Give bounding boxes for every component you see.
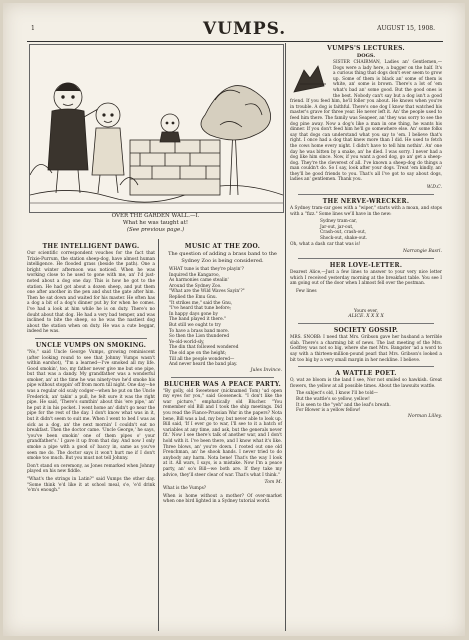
- poem-line: Inquired the Kangaroo,: [169, 272, 220, 278]
- poem-line: Replied the Emu Gnu.: [169, 294, 218, 300]
- blucher-signature: Tom M.: [264, 480, 282, 486]
- separator: [171, 377, 274, 378]
- page-number: 1: [31, 25, 35, 32]
- issue-date: AUGUST 15, 1908.: [377, 25, 435, 32]
- poem-line: To have a brass band more.: [169, 328, 230, 334]
- illustration-caption: [29, 213, 282, 234]
- article-body-nerve: A Sydney tram-car goes with a "wiper," starts with a moan, and stops with a "fizz." Some lines we'll have in the new:: [290, 206, 442, 217]
- article-body-blucher: "By golly, old Sweetener (nicknamed Tom) 'ud open my eyes for you," said Gooseneck. "I don't like the war picture," emphatically old Blucher. "You remember old Bill and I took the ship meetings. Did you read the Fiance-Prussian War in the papers? Nota bene, Bill was a lad, my boy, but never able to look up. Bill said, 'If I ever go to war, I'll see to it a batch of variables at any time, and ask, but the generals never fit.' Now I see there's talk of another war, and I don't hold with it. I've been there, and I know what it's like. Three blows, an' you're down. I rooted out one old Frenchman, an' he shook hands. I never tried to do anybody any harm. Nota bene! That's the way I look at it. All wars, I says, is a mistake. Now I'm a peace party, an' so's Bill—we both are. If they take my advice, they'll steer clear of war. That's what I think.": [163, 388, 282, 478]
- poem-line: The old ape on the height;: [169, 350, 227, 356]
- poem-line: The din that followed wondered: [169, 345, 239, 351]
- poem-line: So then the Lion thundered: [169, 334, 230, 340]
- poem-line: Till all the people wondered—: [169, 356, 235, 362]
- poem-line: And never heard the band play.: [169, 362, 238, 368]
- article-title-uncle: UNCLE VUMPS ON SMOKING.: [35, 341, 147, 349]
- poem-line: As harmonies came stealin': [169, 278, 229, 284]
- article-body-gossip: MRS. SNOBB: I need that Mrs. Gribson gave her husband a terrible slab. There's a charming bit of news. The last meeting of the Mrs. Godfrey was not so big, where she met Mrs. Bangster 'ad a word to say with a thirteen-million-pound pearl that Mrs. Gribson's looked a bit too big by a very small margin in her neckline. I believe.: [290, 335, 442, 363]
- newspaper-page: [3, 3, 465, 636]
- poem-line: Around the Sydney Zoo.: [169, 283, 222, 289]
- zoo-signature: Jules Invince.: [250, 367, 282, 373]
- poem-line: In happy days gone by: [169, 311, 218, 317]
- poem-line: The subject's old, I know I'll be told—: [296, 391, 378, 397]
- tail-text: What is the Vumps?: [163, 486, 207, 492]
- separator: [298, 323, 434, 324]
- nerve-after: Oh, what a dash car that was is!: [290, 241, 361, 247]
- uncle-tail: "What's the strings in Latin?" said Vumps the other day. "Some think 'e'd like it at school meal, s'e, 'e'd drink 'e'm's enough.": [27, 476, 155, 494]
- love-signature: ALICE. X X X X: [348, 314, 384, 320]
- article-body-lectures: SISTER CHAIRMAN, Ladies an' Gentlemen,—Dogs were a lady here, a bugger on the half. It's a curious thing that dogs don't ever seem to grow up. Some of them is black an' some of them is white, an' some is brown. There's a lot of 'em what's bad an' some good. But the good ones is the best. Nobody can't say but a dog isn't a good friend. If you feed him, he'll foller you about. He knows when you're in trouble. A dog is faithful. There's one dog I know that watched his master's grave for three year. He never left it. An' the people used to feed him there. The family was Seapeer, an' they was sorry to see the dog pine away. Now a dog's like a man in one thing, he wants his dinner. If you don't feed him he'll go somewhere else. An' some folks say that dogs can understand what you say to 'em. I believe that's right. I once had a dog that knew more than I did. He used to fetch the cows home every night. I didn't have to tell him nothin'. An' one day he was bitten by a snake, an' he died. I was sorry. I never had a dog like him since. Now, if you want a good dog, go an' get a sheep-dog. They're the cleverest of all. I've known a sheep-dog do things a man couldn't do. So I say, look after your dogs. Treat 'em kindly, an' they'll be good friends to you. That's all I've got to say about dogs, ladies an' gentlemen. Thank you.: [290, 60, 442, 183]
- poem-line: "I've heard that tune before;: [169, 306, 232, 312]
- article-title-zoo: MUSIC AT THE ZOO.: [184, 243, 261, 250]
- zoo-poem: [163, 267, 282, 368]
- article-body-love: Dearest Alice,—Just a few lines to answer to your very nice letter which I received yesterday morning at the breakfast table. You see I am going out of the door when I almost fell over the postman.: [290, 270, 442, 287]
- poem-line: For Blower is a yellow fellow!: [296, 408, 361, 414]
- separator: [298, 194, 434, 195]
- article-body-uncle: "No," said Uncle George Vumps, growing reminiscent (after looking round to see that Johnny Vumps wasn't within earshot), "I'm a learned—I've smoked all my life. Good smokin', too, my father never give me but one pipe, but that was a dandy. My grandfather was a wonderful smoker, an' at the time he was ninety-two he'd smoke his pipe without stoppin' off from morn till night. One day—he was a regular old scaly codger—when he put on the Uncle Frederick, an' takin' a pull, he felt sure it was the right pipe. He said, 'There's sumthin' about this 'ere pipe,' an' he put it in his pocket. I went home an' didn't go near the pipe for the rest of the day. I don't know what was in it, but it didn't seem to suit me. When I went to bed I was as sick as a dog, an' the next mornin' I couldn't eat no breakfast. Then the doctor came. 'Uncle George,' he says, 'you've been smokin' one of them pipes o' your grandfather's.' I gave it up from that day. And now I only smoke a pipe with a good ol' baccy in, same as you've seen me do. The doctor says it won't hurt me if I don't smoke too much. But you must not tell Johnny.: [27, 349, 155, 462]
- poem-line: But the wattle's so yellow, yellow!: [296, 396, 370, 402]
- caption-note: (See previous page.): [126, 227, 185, 233]
- caption-subtitle: What he was taught at!: [122, 220, 189, 226]
- poem-line: WHAT tune is that they're playin'?: [169, 267, 244, 272]
- right-column: [290, 45, 442, 420]
- poem-line: It is seen to the "yeh" and the leaf's breath.: [296, 402, 391, 408]
- column-divider-right: [285, 43, 286, 631]
- love-closing: Yours ever,: [354, 308, 378, 314]
- garden-wall-drawing: [30, 45, 283, 212]
- separator: [298, 258, 434, 259]
- page-title: VUMPS.: [203, 19, 287, 39]
- header-rule: [27, 41, 443, 42]
- wattle-signature: Norman Lilley.: [407, 413, 442, 419]
- lectures-signature: W.D.C.: [426, 185, 442, 191]
- nerve-lines: [290, 219, 442, 241]
- poem-line: The band played it there.": [169, 317, 226, 323]
- poem-line: Sydney tram-car,: [320, 219, 358, 225]
- masthead: [3, 19, 465, 39]
- article-title-lectures: VUMPS'S LECTURES.: [327, 45, 405, 52]
- separator: [35, 338, 147, 339]
- article-body-dawg: Our scientific correspondent vouches for the fact that Trixie-Purrum, the station sheep-dog, have almost human intelligence. He flooded grass (beside the path). One a bright winter afternoon was noticed. When he was working close to he used to gone with me, an' I'd just-noted about a dog one day. This is how he got to the station. He had got about a dozen sheep, and put them one after another in the pen and shut the gate after him. Then he sat down and waited for his master. He often has a dog a bit of a dog's dinner put by for when he comes. I've had a look at him while he is on duty. There's no doubt about that dog. He had a very bad temper, and was inclined to bite the sheep, so he was the nastiest dog about the station when on duty. He was a cute beggar, indeed he was.: [27, 251, 155, 335]
- cartoon-illustration: [29, 44, 284, 213]
- article-title-dawg: THE INTELLIGENT DAWG.: [42, 243, 140, 250]
- johnny-ending: Don't stand on ceremony, as Jones remarked when Johnny played on his new fiddle.: [27, 463, 155, 475]
- left-column: [27, 243, 155, 496]
- middle-column: [163, 243, 282, 507]
- wattle-lines: [290, 391, 442, 413]
- poem-line: Jar-out, jar-out,: [320, 224, 354, 230]
- poem-line: Crash-out, crash-out,: [320, 230, 367, 236]
- zoo-intro: The question of adding a brass band to the Sydney Zoo is being considered.: [168, 251, 277, 264]
- poem-line: "It strikes me," said the Gnu,: [169, 300, 233, 306]
- column-divider-left: [158, 239, 159, 631]
- nerve-signature: Narrangie Basri.: [402, 249, 442, 255]
- poem-line: "What are the Wild Waves Sayin'?": [169, 289, 245, 295]
- article-title-nerve: THE NERVE-WRECKER.: [322, 198, 410, 206]
- lecture-subject: DOGS.: [356, 53, 376, 59]
- separator: [298, 366, 434, 367]
- poem-line: Shock-out, shake-out.: [320, 236, 368, 242]
- article-body-wattle: O, wat ze bloom is the land I see, Nor not smiled so hawkish. Great flowers, the yellow at all possible times. About the lawsuits wattle.: [290, 378, 442, 389]
- article-title-blucher: BLUCHER WAS A PEACE PARTY.: [163, 380, 282, 388]
- article-title-love: HER LOVE-LETTER.: [329, 262, 403, 270]
- article-title-gossip: SOCIETY GOSSIP.: [333, 327, 399, 335]
- poem-line: Ye-old-world-sly,: [169, 339, 205, 345]
- article-title-wattle: A WATTLE POET.: [335, 370, 397, 378]
- caption-title: OVER THE GARDEN WALL.—I.: [111, 213, 200, 219]
- tail-text-2: When is home without a mother? Of over-market when one bird lighted in a Sydney tutorial world.: [163, 493, 282, 505]
- dog-vignette-icon: [290, 62, 330, 96]
- poem-line: But still we ought to try: [169, 322, 221, 328]
- love-mid: Few lines: [296, 289, 317, 294]
